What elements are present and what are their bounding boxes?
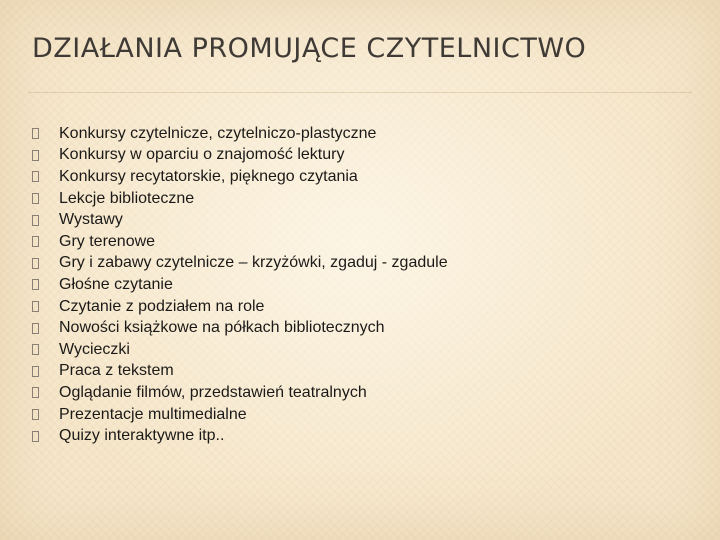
square-bullet-icon [32,431,39,442]
list-item-text: Gry i zabawy czytelnicze – krzyżówki, zgaduj - zgadule [59,254,448,272]
list-item [30,274,448,296]
square-bullet-icon [32,128,39,139]
list-item [30,425,448,447]
list-item [30,145,448,167]
list-item [30,166,448,188]
square-bullet-icon [32,301,39,312]
list-item-text: Oglądanie filmów, przedstawień teatralnych [59,383,367,401]
list-item-text: Quizy interaktywne itp.. [59,427,225,445]
list-item [30,209,448,231]
square-bullet-icon [32,171,39,182]
square-bullet-icon [32,258,39,269]
list-item [30,382,448,404]
list-item [30,188,448,210]
list-item [30,253,448,275]
list-item-text: Konkursy czytelnicze, czytelniczo-plastyczne [59,124,377,142]
list-item [30,361,448,383]
list-item-text: Konkursy w oparciu o znajomość lektury [59,146,345,164]
list-item [30,404,448,426]
square-bullet-icon [32,323,39,334]
title-divider [28,92,692,93]
bullet-list [30,123,448,447]
square-bullet-icon [32,193,39,204]
list-item-text: Głośne czytanie [59,275,173,293]
square-bullet-icon [32,344,39,355]
list-item-text: Wystawy [59,211,123,229]
square-bullet-icon [32,279,39,290]
list-item-text: Wycieczki [59,340,130,358]
square-bullet-icon [32,409,39,420]
list-item [30,296,448,318]
page-title: DZIAŁANIA PROMUJĄCE CZYTELNICTWO [32,33,587,64]
list-item [30,123,448,145]
square-bullet-icon [32,387,39,398]
list-item-text: Konkursy recytatorskie, pięknego czytania [59,167,358,185]
square-bullet-icon [32,366,39,377]
list-item-text: Lekcje biblioteczne [59,189,195,207]
square-bullet-icon [32,236,39,247]
list-item [30,339,448,361]
list-item-text: Praca z tekstem [59,362,174,380]
square-bullet-icon [32,150,39,161]
list-item [30,231,448,253]
list-item-text: Nowości książkowe na półkach bibliotecznych [59,319,385,337]
list-item-text: Czytanie z podziałem na role [59,297,265,315]
square-bullet-icon [32,215,39,226]
list-item-text: Gry terenowe [59,232,156,250]
list-item [30,317,448,339]
list-item-text: Prezentacje multimedialne [59,405,247,423]
